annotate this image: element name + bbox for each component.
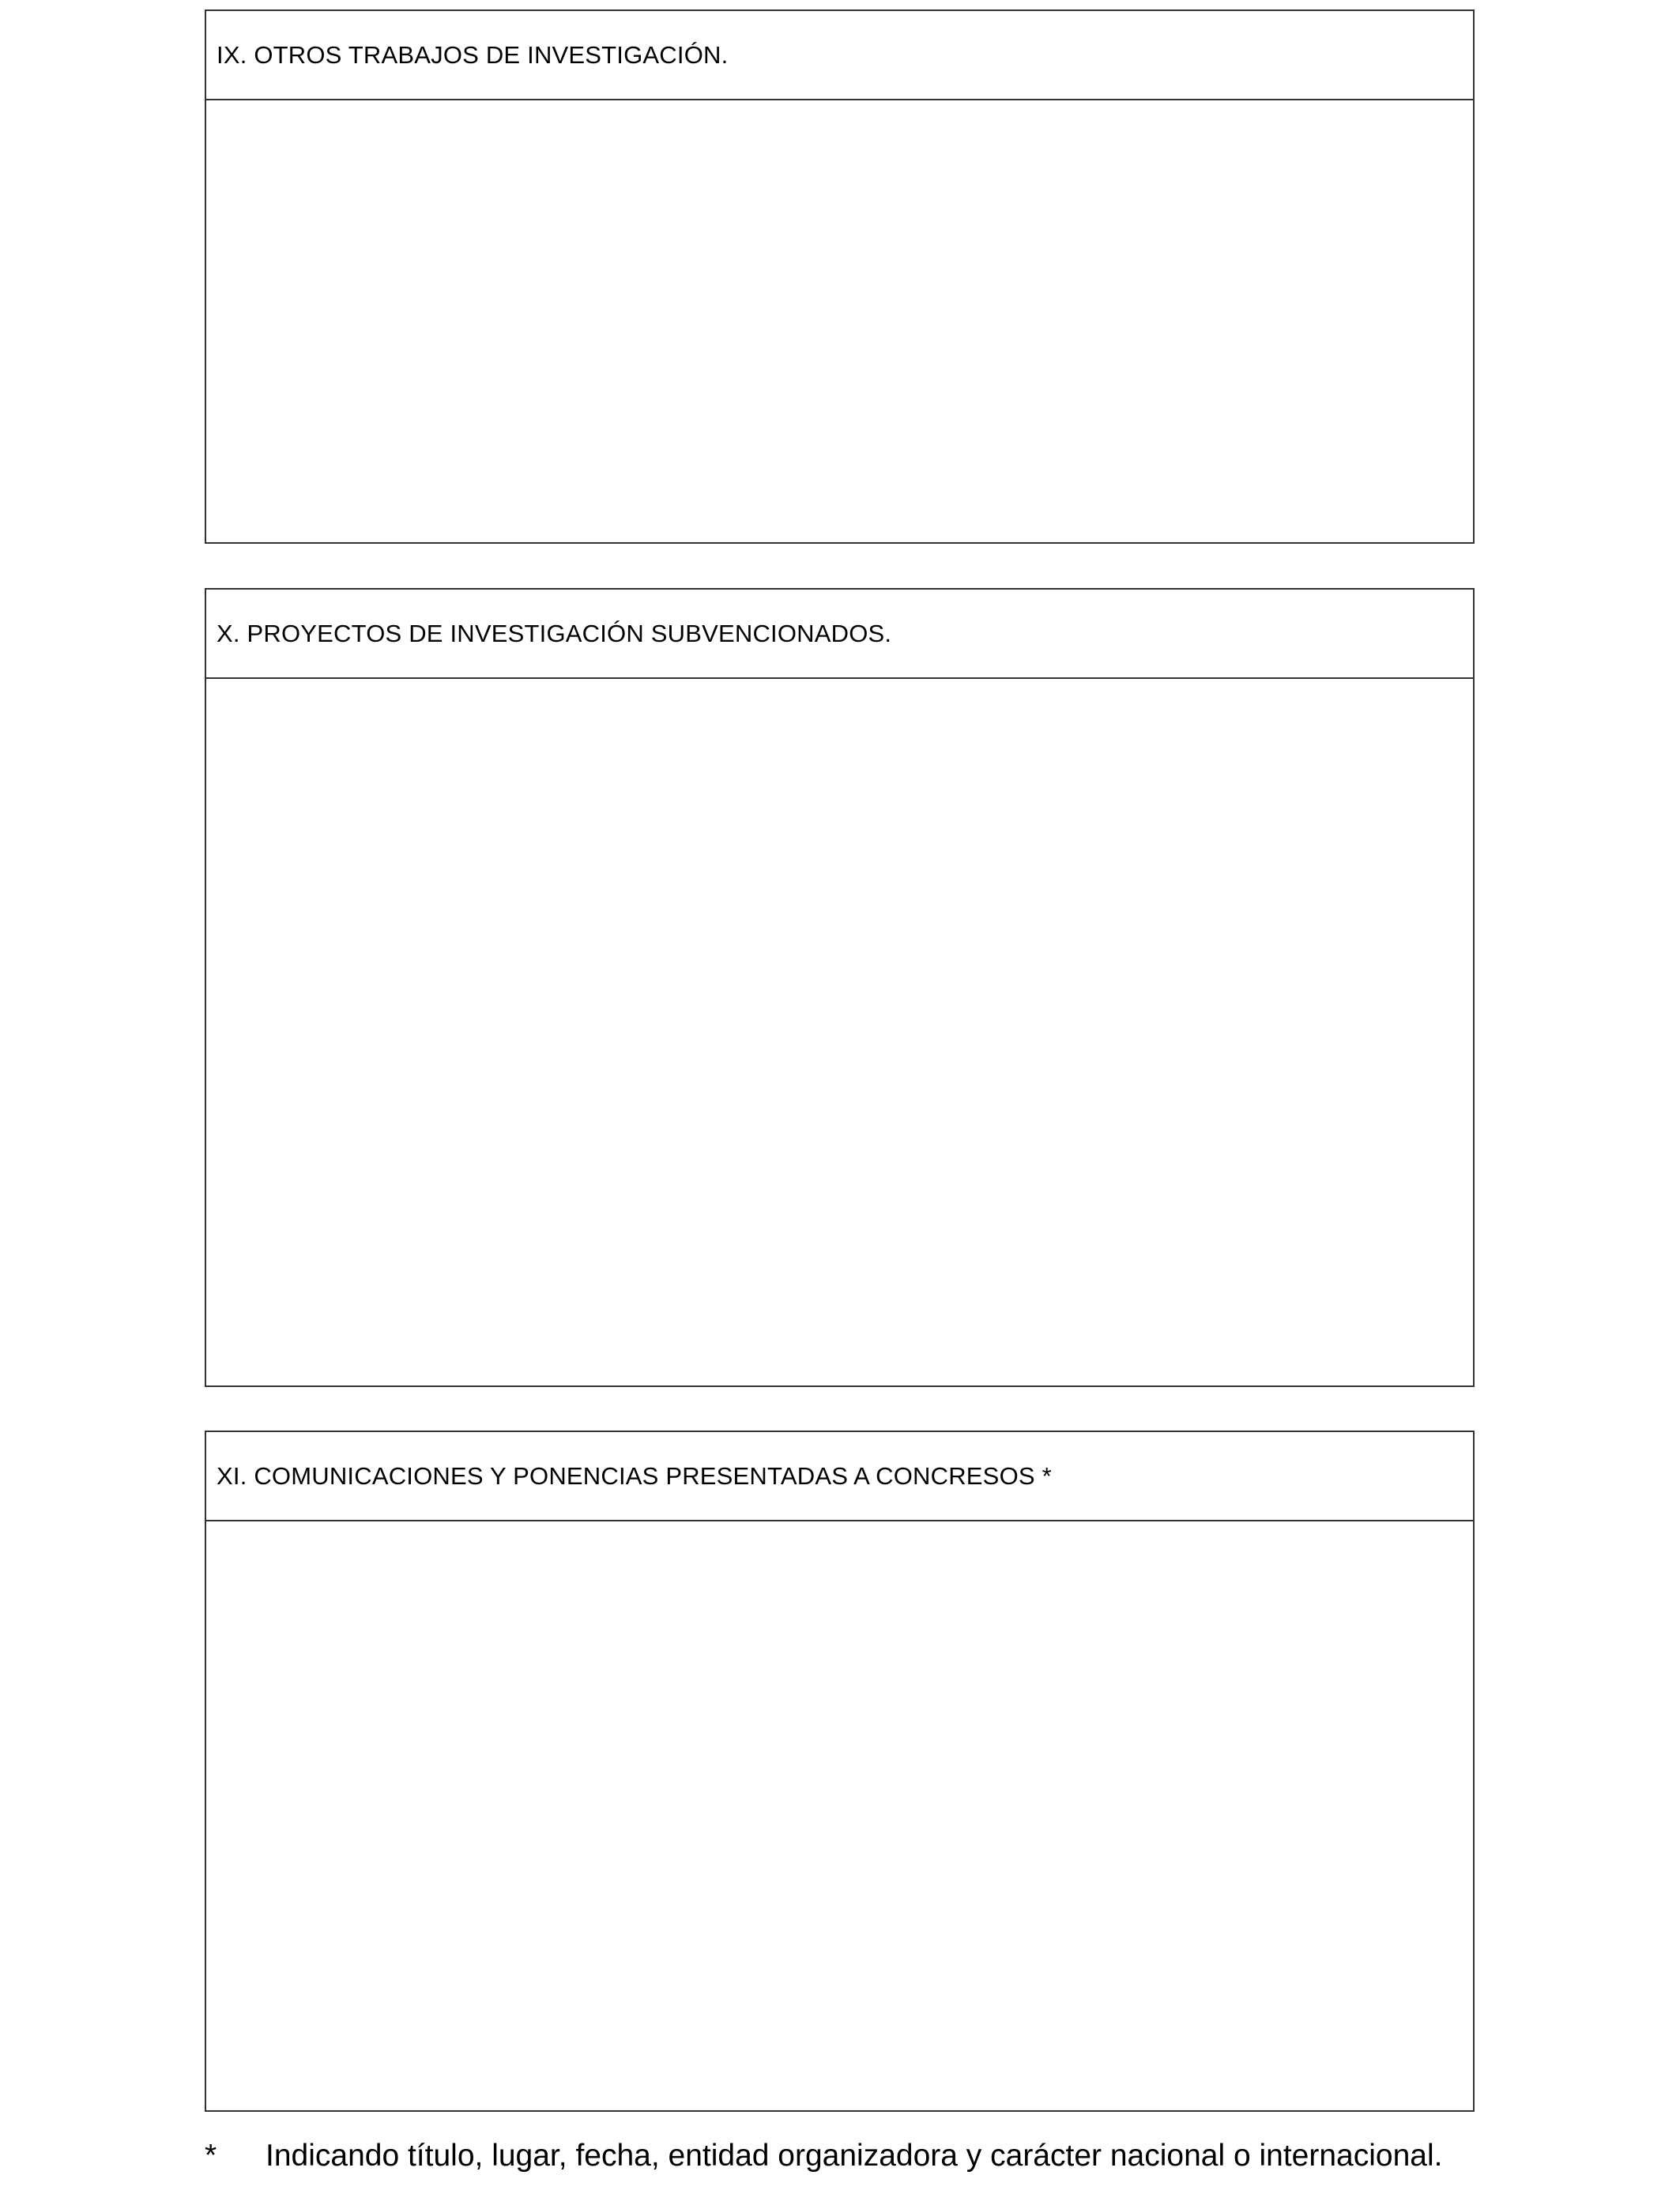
section-ix-box <box>205 9 1475 544</box>
section-xi-box <box>205 1431 1475 2112</box>
section-ix-title: IX. OTROS TRABAJOS DE INVESTIGACIÓN. <box>206 11 1473 100</box>
section-x-box <box>205 588 1475 1387</box>
footnote <box>205 2139 1485 2173</box>
footnote-marker: * <box>205 2139 217 2173</box>
section-xi-title: XI. COMUNICACIONES Y PONENCIAS PRESENTADAS A CONCRESOS * <box>206 1432 1473 1521</box>
section-x-title: X. PROYECTOS DE INVESTIGACIÓN SUBVENCIONADOS. <box>206 590 1473 679</box>
footnote-text: Indicando título, lugar, fecha, entidad organizadora y carácter nacional o internacional. <box>266 2139 1443 2173</box>
